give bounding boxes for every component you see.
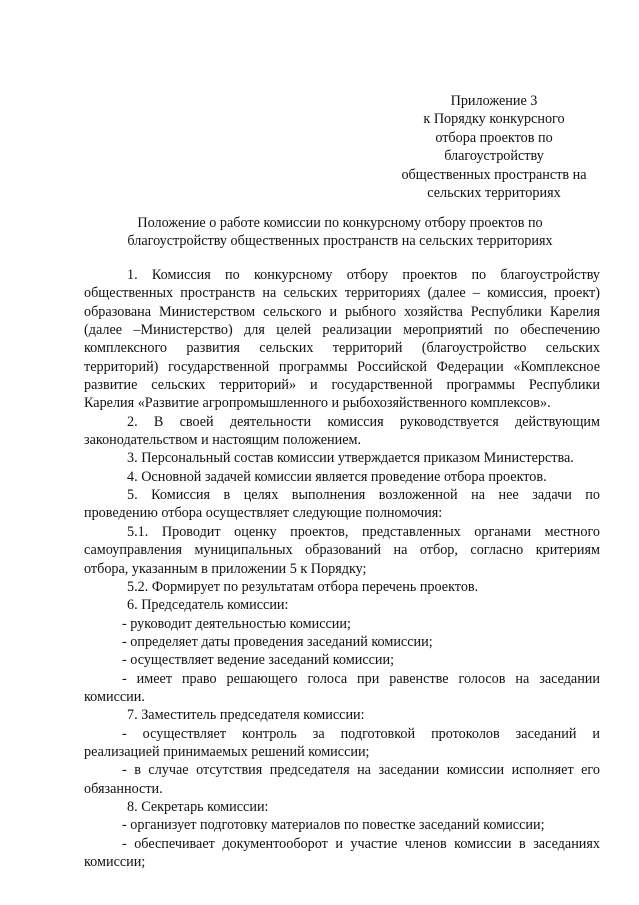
paragraph-8-item: - организует подготовку материалов по повестке заседаний комиссии;	[122, 817, 545, 834]
text-line: комиссии.	[84, 688, 145, 705]
paragraph-5-2: 5.2. Формирует по результатам отбора перечень проектов.	[127, 578, 479, 595]
paragraph-8-item	[84, 835, 600, 872]
appendix-header	[388, 92, 600, 202]
paragraph-6-item: - руководит деятельностью комиссии;	[122, 615, 351, 632]
paragraph-5-1	[84, 523, 600, 578]
text-line: законодательством и настоящим положением.	[84, 432, 362, 449]
text-line: отбора, указанным в приложении 5 к Порядку;	[84, 560, 367, 577]
paragraph-8: 8. Секретарь комиссии:	[127, 798, 269, 815]
text-line: комиссии;	[84, 854, 146, 870]
text-line: общественных пространств на сельских территориях (далее – комиссия, проект)	[84, 285, 600, 302]
text-line: (далее –Министерство) для целей реализации мероприятий по обеспечению	[84, 322, 600, 339]
paragraph-7-item	[84, 725, 600, 762]
paragraph-5	[84, 486, 600, 523]
document-title	[60, 214, 620, 251]
appendix-line: отбора проектов по	[435, 129, 553, 146]
paragraph-6-item: - осуществляет ведение заседаний комиссии;	[122, 652, 395, 669]
text-line: самоуправления муниципальных образований на отбор, согласно критериям	[84, 542, 600, 559]
text-line: 2. В своей деятельности комиссия руководствуется действующим	[127, 413, 600, 430]
text-line: обязанности.	[84, 780, 163, 797]
text-line: - имеет право решающего голоса при равенстве голосов на заседании	[122, 670, 600, 687]
text-line: территорий) государственной программы Российской Федерации «Комплексное	[84, 358, 600, 375]
text-line: Карелия «Развитие агропромышленного и рыбохозяйственного комплексов».	[84, 395, 551, 412]
text-line: 1. Комиссия по конкурсному отбору проектов по благоустройству	[127, 267, 600, 283]
text-line: реализацией принимаемых решений комиссии;	[84, 743, 370, 760]
appendix-line: общественных пространств на	[401, 166, 587, 183]
title-line: благоустройству общественных пространств на сельских территориях	[127, 233, 553, 250]
text-line: образована Министерством сельского и рыбного хозяйства Республики Карелия	[84, 303, 600, 320]
text-line: 5.1. Проводит оценку проектов, представленных органами местного	[127, 523, 600, 540]
text-line: комплексного развития сельских территорий (благоустройство сельских	[84, 340, 600, 357]
appendix-line: сельских территориях	[427, 185, 561, 202]
paragraph-6: 6. Председатель комиссии:	[127, 597, 289, 614]
paragraph-1	[84, 266, 600, 413]
paragraph-7-item	[84, 761, 600, 798]
appendix-line: Приложение 3	[450, 93, 538, 109]
text-line: - в случае отсутствия председателя на заседании комиссии исполняет его	[122, 762, 600, 779]
paragraph-4: 4. Основной задачей комиссии является проведение отбора проектов.	[127, 468, 547, 485]
document-body	[84, 266, 600, 871]
text-line: проведению отбора осуществляет следующие полномочия:	[84, 505, 443, 522]
text-line: развитие сельских территорий» и государственной программы Республики	[84, 377, 600, 394]
text-line: 5. Комиссия в целях выполнения возложенной на нее задачи по	[127, 487, 600, 504]
appendix-line: к Порядку конкурсного	[423, 111, 565, 128]
paragraph-6-item: - определяет даты проведения заседаний комиссии;	[122, 633, 433, 650]
text-line: - обеспечивает документооборот и участие членов комиссии в заседаниях	[122, 835, 600, 852]
paragraph-7: 7. Заместитель председателя комиссии:	[127, 707, 365, 724]
paragraph-3: 3. Персональный состав комиссии утверждается приказом Министерства.	[127, 450, 574, 467]
paragraph-2	[84, 413, 600, 450]
title-line: Положение о работе комиссии по конкурсному отбору проектов по	[137, 215, 543, 231]
paragraph-6-item	[84, 670, 600, 707]
text-line: - осуществляет контроль за подготовкой протоколов заседаний и	[122, 725, 600, 742]
appendix-line: благоустройству	[444, 148, 544, 165]
